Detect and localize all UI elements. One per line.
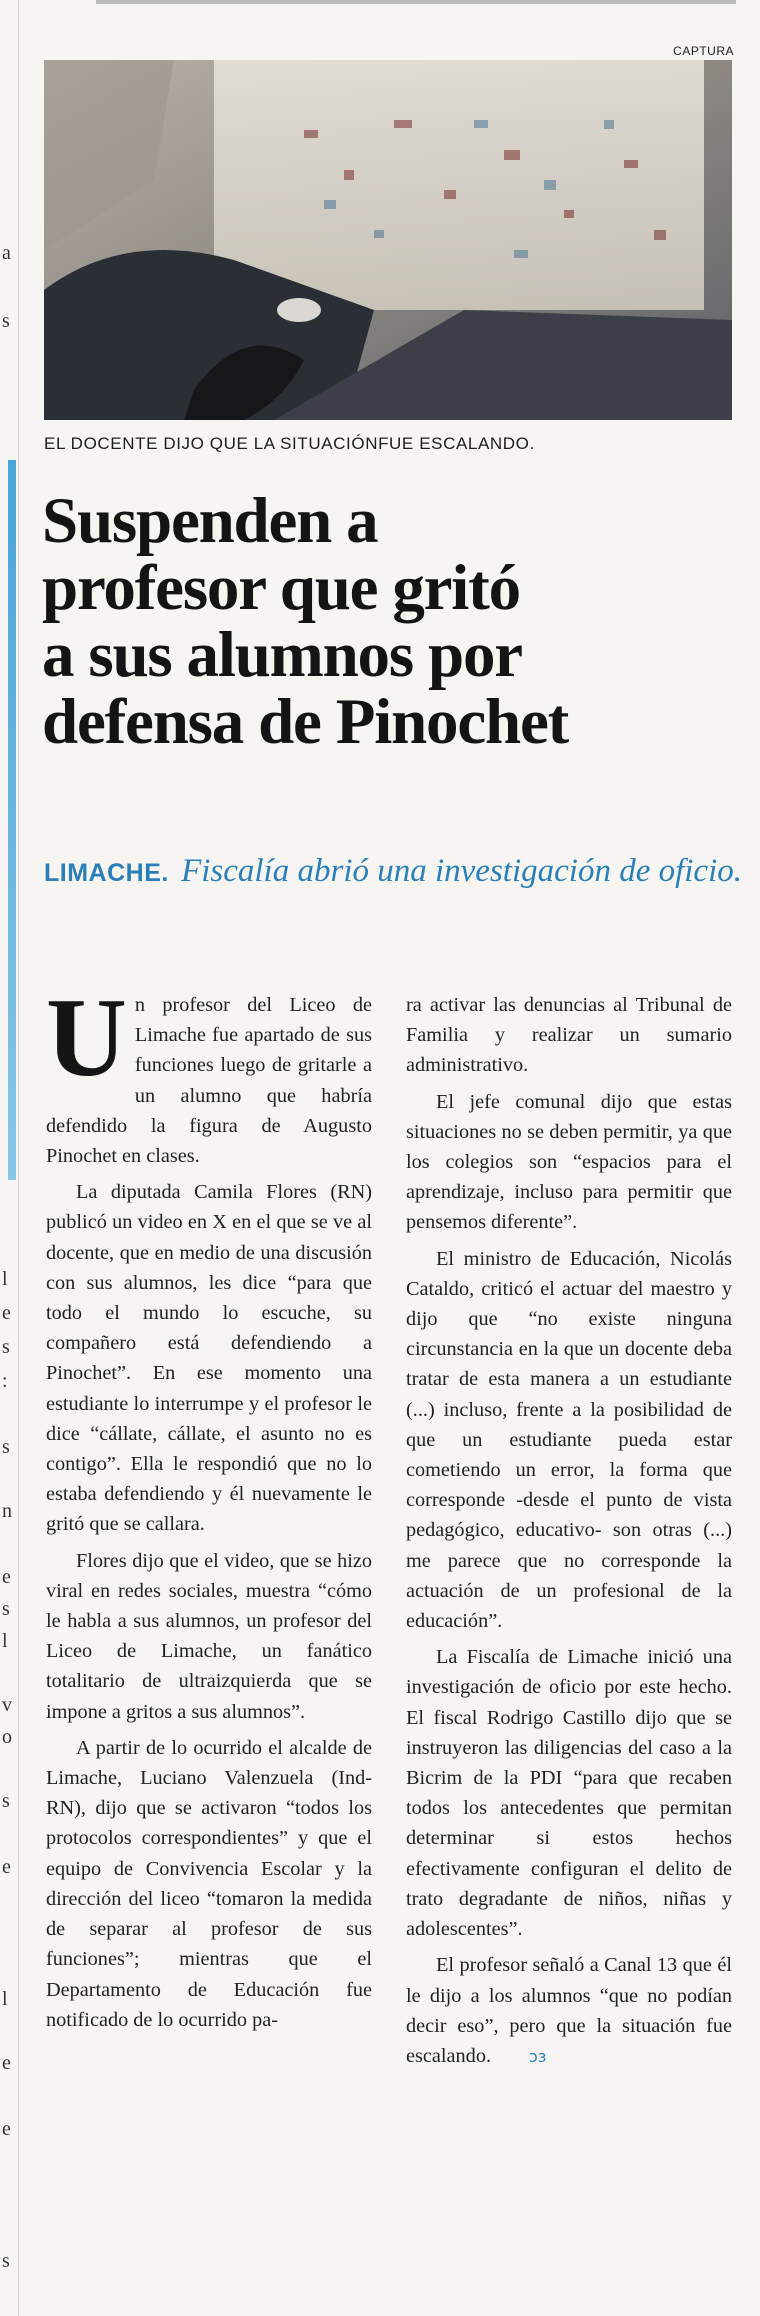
margin-letter: s [2,1598,10,1620]
margin-letter: e [2,2052,11,2074]
adjacent-column-fragment [0,0,19,2316]
margin-letter: n [2,1500,12,1522]
margin-letter: s [2,1790,10,1812]
margin-letter: o [2,1726,12,1748]
subheading-text: Fiscalía abrió una investigación de oficio. [181,853,742,889]
margin-letter: s [2,1436,10,1458]
photo-caption: EL DOCENTE DIJO QUE LA SITUACIÓNFUE ESCALANDO. [44,434,535,453]
margin-letter: s [2,1336,10,1358]
body-paragraph [46,976,372,1171]
margin-letter: s [2,2250,10,2272]
top-edge-rule [96,0,736,12]
body-column-right [406,990,732,2078]
headline [42,485,742,758]
body-paragraph: ra activar las denuncias al Tribunal de Familia y realizar un sumario administrativo. [406,994,732,1077]
photo-credit: CAPTURA [673,44,734,58]
body-paragraph-text: El profesor señaló a Canal 13 que él le dijo a los alumnos “que no podían decir eso”, pero que la situación fue escalando. [406,1954,732,2067]
body-column-left [46,976,372,2041]
body-paragraph: El ministro de Educación, Nicolás Cataldo, criticó el actuar del maestro y dijo que “no existe ninguna circunstancia en la que un docente deba tratar de esta manera a un estudiante (...) incluso, frente a la posibilidad de que un estudiante pueda estar cometiendo un error, la forma que corresponde -desde el punto de vista pedagógico, educativo- son otras (...) me parece que no corresponde la actuación de un profesional de la educación”. [406,1247,732,1633]
margin-letter: l [2,1988,8,2010]
body-paragraph: El jefe comunal dijo que estas situaciones no se deben permitir, ya que los colegios son “espacios para el aprendizaje, incluso para permitir que pensemos diferente”. [406,1090,732,1234]
margin-letter: s [2,310,10,332]
body-paragraph: A partir de lo ocurrido el alcalde de Limache, Luciano Valenzuela (Ind-RN), dijo que se activaron “todos los protocolos correspondientes” y que el equipo de Convivencia Escolar y la dirección del liceo “tomaron la medida de separar al profesor de sus funciones”; mientras que el Departamento de Educación fue notificado de lo ocurrido pa- [46,1736,372,2031]
margin-letter: e [2,2118,11,2140]
margin-letter: a [2,242,11,264]
classroom-photo-illustration [44,60,732,420]
end-mark-icon: ↄз [529,2046,547,2066]
body-paragraph: Flores dijo que el video, que se hizo viral en redes sociales, muestra “cómo le habla a sus alumnos, un profesor del Liceo de Limache, un fanático totalitario de ultraizquierda que se impone a gritos a sus alumnos”. [46,1549,372,1723]
margin-letter: e [2,1566,11,1588]
location-kicker: LIMACHE. [44,859,169,887]
classroom-photo [44,60,732,420]
adjacent-blue-bar [8,460,16,1180]
margin-letter: v [2,1694,12,1716]
margin-letter: e [2,1302,11,1324]
headline-line: defensa de Pinochet [42,686,569,758]
drop-cap: U [46,976,127,1100]
headline-line: a sus alumnos por [42,619,522,691]
subheading [44,850,744,894]
body-paragraph [406,1950,732,2072]
margin-letter: e [2,1856,11,1878]
headline-line: profesor que gritó [42,552,520,624]
margin-letter: l [2,1630,8,1652]
body-paragraph-text: n profesor del Liceo de Limache fue apartado de sus funciones luego de gritarle a un alumno que habría defendido la figura de Augusto Pinochet en clases. [46,994,372,1168]
body-paragraph: La Fiscalía de Limache inició una investigación de oficio por este hecho. El fiscal Rodrigo Castillo dijo que se instruyeron las diligencias del caso a la Bicrim de la PDI “para que recaben todos los antecedentes que permitan determinar si estos hechos efectivamente configuran el delito de trato degradante de niños, niñas y adolescentes”. [406,1646,732,1941]
body-paragraph: La diputada Camila Flores (RN) publicó un video en X en el que se ve al docente, que en medio de una discusión con sus alumnos, les dice “para que todo el mundo lo escuche, su compañero está defendiendo a Pinochet”. En ese momento una estudiante lo interrumpe y el profesor le dice “cállate, cállate, el asunto no es contigo”. Ella le respondió que no lo estaba defendiendo y él nuevamente le gritó que se callara. [46,1181,372,1536]
margin-letter: : [2,1370,8,1392]
margin-letter: l [2,1268,8,1290]
headline-line: Suspenden a [42,485,378,557]
